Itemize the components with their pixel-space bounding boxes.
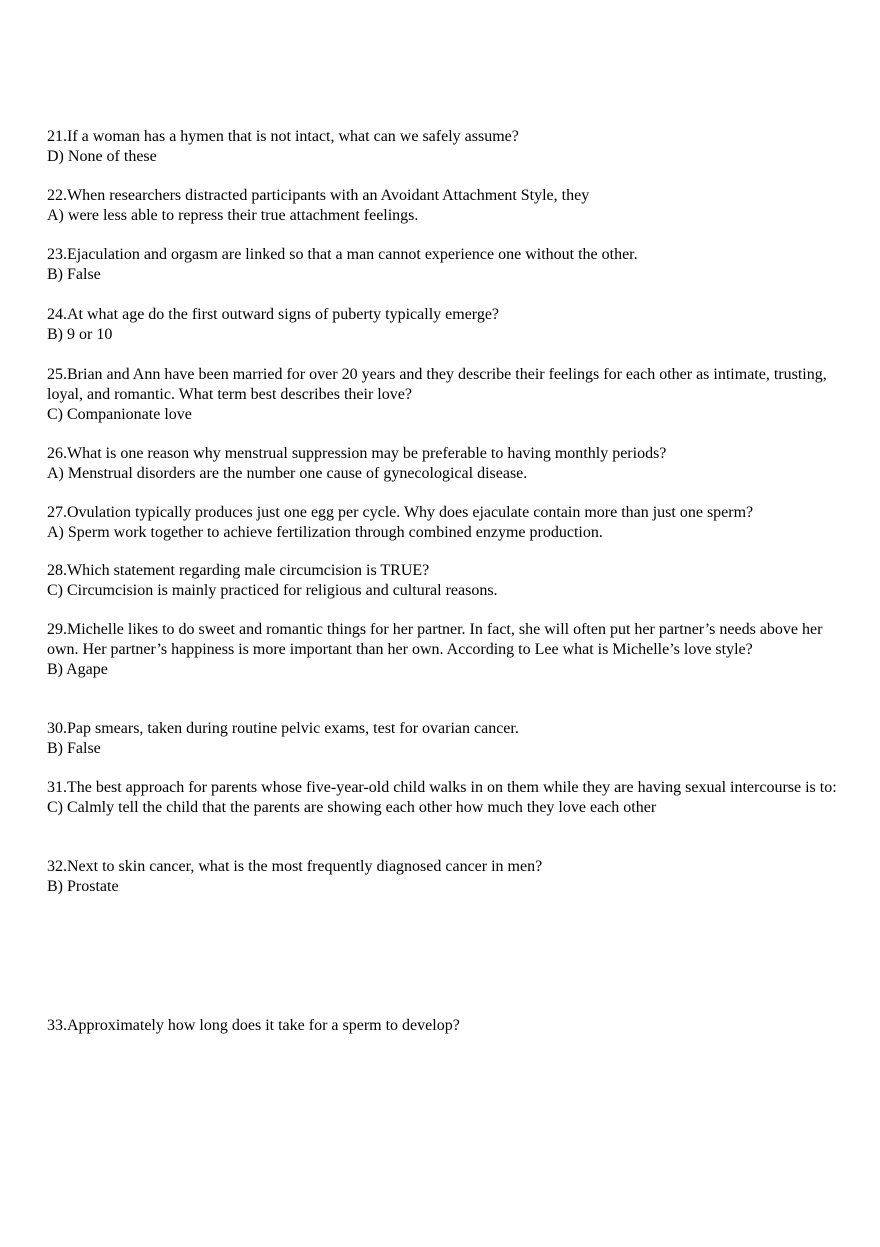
question-22 (47, 186, 847, 226)
question-body: Ovulation typically produces just one egg per cycle. Why does ejaculate contain more than just one sperm? (67, 504, 754, 521)
answer-text: C) Calmly tell the child that the parents are showing each other how much they love each other (47, 799, 657, 816)
answer-text: B) Agape (47, 661, 108, 678)
question-body: Approximately how long does it take for a sperm to develop? (67, 1017, 460, 1034)
question-body: Michelle likes to do sweet and romantic things for her partner. In fact, she will often put her partner’s needs above her own. Her partner’s happiness is more important than her own. According to Lee what is Michelle’s love style? (47, 621, 823, 658)
answer-text: A) Menstrual disorders are the number one cause of gynecological disease. (47, 465, 528, 482)
question-text (47, 561, 847, 581)
question-30 (47, 719, 847, 759)
question-text (47, 503, 847, 523)
question-23 (47, 245, 847, 285)
question-32 (47, 857, 847, 897)
question-body: At what age do the first outward signs of puberty typically emerge? (67, 306, 500, 323)
question-number: 29. (47, 621, 67, 638)
question-31 (47, 778, 847, 818)
question-body: When researchers distracted participants with an Avoidant Attachment Style, they (67, 187, 590, 204)
answer-text: A) Sperm work together to achieve fertilization through combined enzyme production. (47, 524, 603, 541)
question-21 (47, 127, 847, 167)
question-number: 23. (47, 246, 67, 263)
question-number: 32. (47, 858, 67, 875)
question-text (47, 186, 847, 206)
question-body: Which statement regarding male circumcision is TRUE? (67, 562, 430, 579)
question-25 (47, 365, 847, 425)
question-28 (47, 561, 847, 601)
question-number: 28. (47, 562, 67, 579)
question-text (47, 778, 847, 798)
question-number: 33. (47, 1017, 67, 1034)
question-text (47, 1016, 847, 1036)
question-text (47, 719, 847, 739)
question-body: If a woman has a hymen that is not intact, what can we safely assume? (67, 128, 519, 145)
question-body: Pap smears, taken during routine pelvic exams, test for ovarian cancer. (67, 720, 519, 737)
question-text (47, 857, 847, 877)
answer-text: C) Companionate love (47, 406, 192, 423)
question-text (47, 305, 847, 325)
question-29 (47, 620, 847, 680)
question-body: Ejaculation and orgasm are linked so that a man cannot experience one without the other. (67, 246, 638, 263)
question-text (47, 127, 847, 147)
question-number: 30. (47, 720, 67, 737)
question-27 (47, 503, 847, 543)
question-text (47, 444, 847, 464)
question-number: 27. (47, 504, 67, 521)
question-number: 22. (47, 187, 67, 204)
answer-text: A) were less able to repress their true attachment feelings. (47, 207, 419, 224)
answer-text: B) False (47, 740, 101, 757)
answer-text: C) Circumcision is mainly practiced for religious and cultural reasons. (47, 582, 498, 599)
answer-text: D) None of these (47, 148, 157, 165)
question-number: 21. (47, 128, 67, 145)
question-body: The best approach for parents whose five-year-old child walks in on them while they are having sexual intercourse is to: (67, 779, 837, 796)
question-number: 25. (47, 366, 67, 383)
question-text (47, 245, 847, 265)
question-24 (47, 305, 847, 345)
question-number: 26. (47, 445, 67, 462)
answer-text: B) Prostate (47, 878, 119, 895)
question-body: Next to skin cancer, what is the most frequently diagnosed cancer in men? (67, 858, 543, 875)
question-33 (47, 1016, 847, 1036)
answer-text: B) False (47, 266, 101, 283)
answer-text: B) 9 or 10 (47, 326, 113, 343)
question-body: What is one reason why menstrual suppression may be preferable to having monthly periods? (67, 445, 667, 462)
question-body: Brian and Ann have been married for over 20 years and they describe their feelings for each other as intimate, trusting, loyal, and romantic. What term best describes their love? (47, 366, 827, 403)
question-26 (47, 444, 847, 484)
question-text (47, 365, 847, 405)
question-text (47, 620, 847, 660)
question-number: 31. (47, 779, 67, 796)
question-number: 24. (47, 306, 67, 323)
